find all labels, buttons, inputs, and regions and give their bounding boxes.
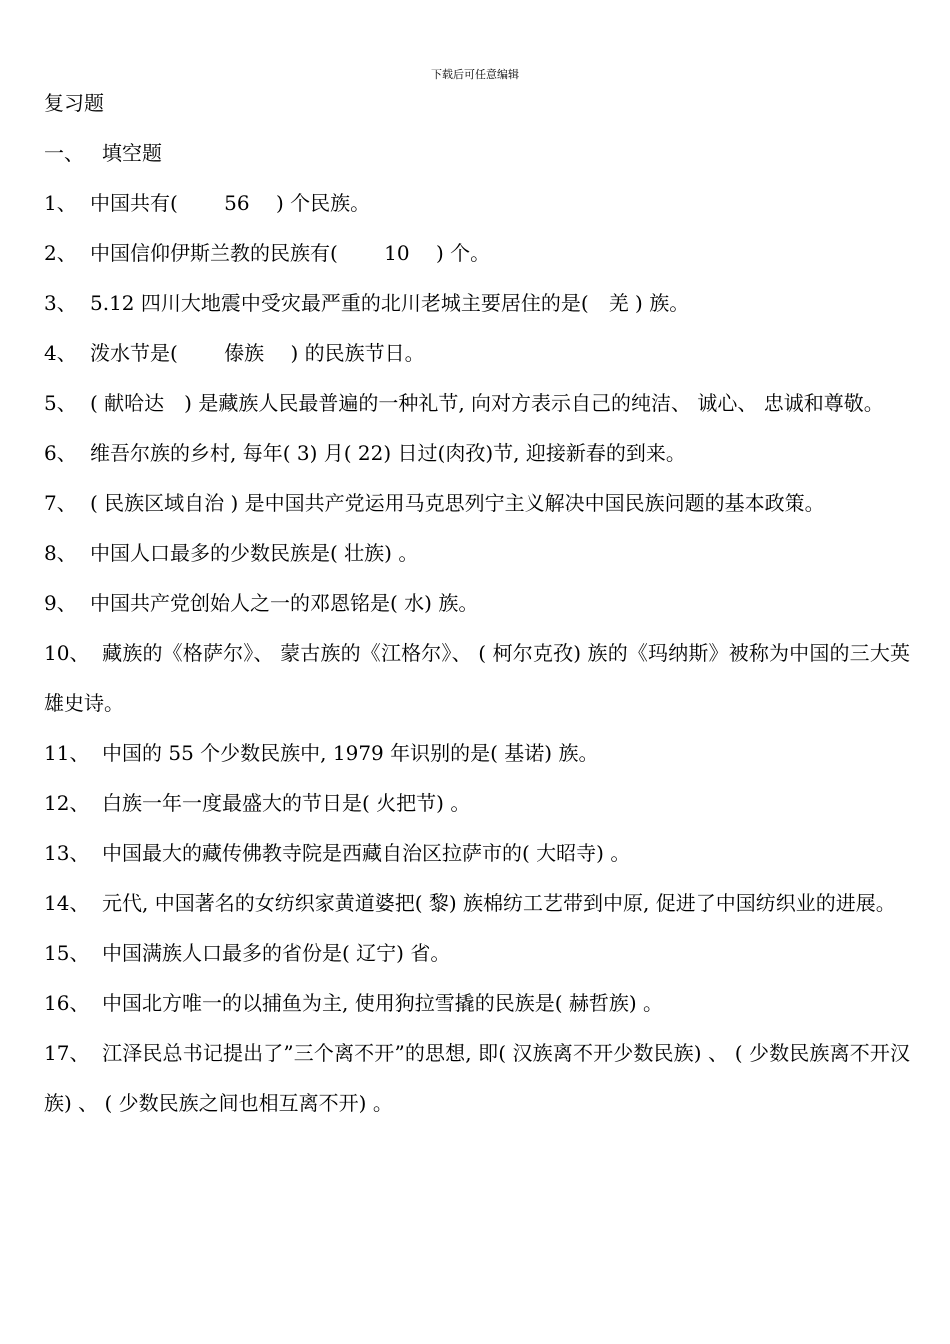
question-text: ( 民族区域自治 ) 是中国共产党运用马克思列宁主义解决中国民族问题的基本政策。 [90, 491, 825, 515]
question-text: 藏族的《格萨尔》、 蒙古族的《江格尔》、 ( 柯尔克孜) 族的《玛纳斯》被称为中国的三大英雄史诗。 [44, 641, 910, 715]
question-number: 10、 [44, 641, 90, 665]
question-item [44, 1028, 910, 1128]
question-text: ( 献哈达 ) 是藏族人民最普遍的一种礼节, 向对方表示自己的纯洁、 诚心、 忠诚和尊敬。 [90, 391, 884, 415]
question-text: 中国信仰伊斯兰教的民族有( 10 ) 个。 [90, 241, 491, 265]
question-number: 1、 [44, 191, 77, 215]
question-number: 8、 [44, 541, 77, 565]
question-text: 泼水节是( 傣族 ) 的民族节日。 [90, 341, 425, 365]
question-item [44, 278, 910, 328]
question-item [44, 428, 910, 478]
question-text: 中国共产党创始人之一的邓恩铭是( 水) 族。 [90, 591, 479, 615]
question-text: 中国的 55 个少数民族中, 1979 年识别的是( 基诺) 族。 [102, 741, 599, 765]
question-text: 中国最大的藏传佛教寺院是西藏自治区拉萨市的( 大昭寺) 。 [102, 841, 631, 865]
document-body [44, 78, 910, 1128]
question-item [44, 328, 910, 378]
question-item [44, 878, 910, 928]
question-item [44, 978, 910, 1028]
question-number: 14、 [44, 891, 90, 915]
question-text: 5.12 四川大地震中受灾最严重的北川老城主要居住的是( 羌 ) 族。 [90, 291, 690, 315]
question-number: 6、 [44, 441, 77, 465]
question-item [44, 178, 910, 228]
question-item [44, 228, 910, 278]
question-number: 17、 [44, 1041, 90, 1065]
question-item [44, 728, 910, 778]
question-item [44, 928, 910, 978]
page-header-note: 下载后可任意编辑 [431, 68, 519, 81]
question-number: 2、 [44, 241, 77, 265]
question-number: 7、 [44, 491, 77, 515]
question-text: 中国共有( 56 ) 个民族。 [90, 191, 371, 215]
section-number: 一、 [44, 141, 84, 165]
question-number: 13、 [44, 841, 90, 865]
question-number: 5、 [44, 391, 77, 415]
question-number: 4、 [44, 341, 77, 365]
section-heading [44, 128, 910, 178]
question-item [44, 628, 910, 728]
question-item [44, 778, 910, 828]
section-title: 填空题 [102, 141, 162, 165]
question-item [44, 528, 910, 578]
question-text: 维吾尔族的乡村, 每年( 3) 月( 22) 日过(肉孜)节, 迎接新春的到来。 [90, 441, 686, 465]
question-number: 11、 [44, 741, 90, 765]
question-text: 元代, 中国著名的女纺织家黄道婆把( 黎) 族棉纺工艺带到中原, 促进了中国纺织业的进展。 [102, 891, 896, 915]
question-item [44, 478, 910, 528]
question-item [44, 578, 910, 628]
question-number: 3、 [44, 291, 77, 315]
question-text: 中国北方唯一的以捕鱼为主, 使用狗拉雪撬的民族是( 赫哲族) 。 [102, 991, 664, 1015]
question-text: 白族一年一度最盛大的节日是( 火把节) 。 [102, 791, 471, 815]
question-number: 16、 [44, 991, 90, 1015]
question-text: 中国满族人口最多的省份是( 辽宁) 省。 [102, 941, 451, 965]
question-number: 15、 [44, 941, 90, 965]
document-title: 复习题 [44, 91, 104, 115]
question-text: 中国人口最多的少数民族是( 壮族) 。 [90, 541, 419, 565]
question-text: 江泽民总书记提出了”三个离不开”的思想, 即( 汉族离不开少数民族) 、 ( 少数民族离不开汉族) 、 ( 少数民族之间也相互离不开) 。 [44, 1041, 910, 1115]
question-number: 12、 [44, 791, 90, 815]
question-number: 9、 [44, 591, 77, 615]
question-item [44, 378, 910, 428]
question-item [44, 828, 910, 878]
